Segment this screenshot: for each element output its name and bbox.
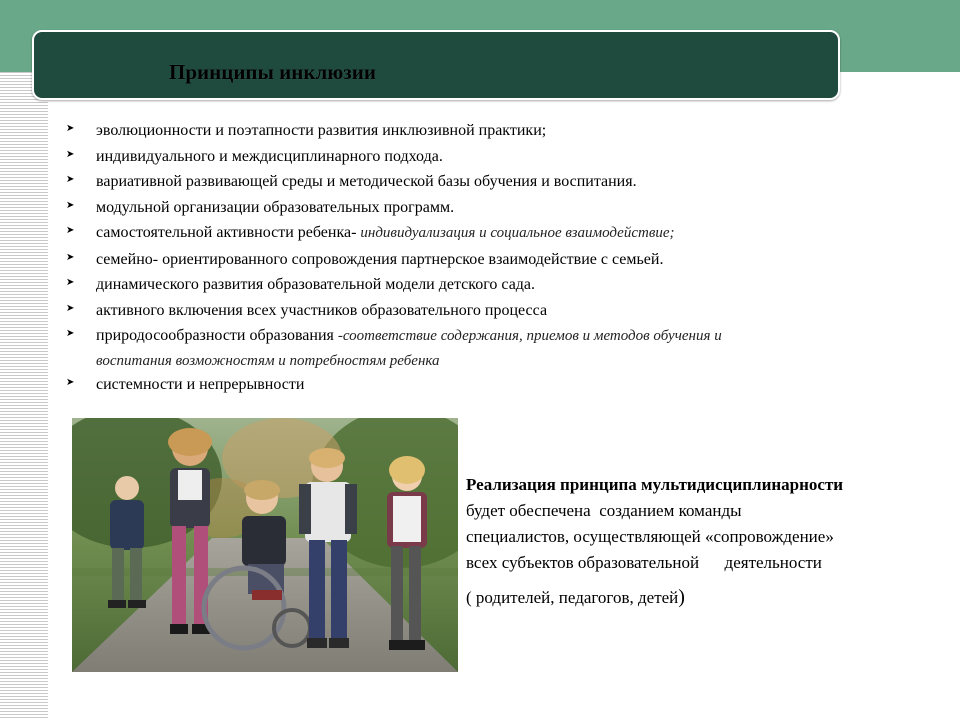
arrowhead-bullet-icon: ➤ [66,277,75,288]
implementation-last-line: ( родителей, педагогов, детей) [466,586,685,608]
list-item: ➤ природосообразности образования -соответствие содержания, приемов и методов обучения и воспитания возможностям и потребностям ребенка [62,323,922,372]
arrowhead-bullet-icon: ➤ [66,123,75,134]
implementation-line: будет обеспечена созданием команды [466,501,742,520]
left-stripe-decoration [0,72,48,720]
principle-note-continuation: воспитания возможностям и потребностям ребенка [96,352,440,369]
arrowhead-bullet-icon: ➤ [66,174,75,185]
list-item: ➤ эволюционности и поэтапности развития инклюзивной практики; [62,118,922,144]
children-walking-photo [72,418,458,672]
arrowhead-bullet-icon: ➤ [66,225,75,236]
list-item: ➤ самостоятельной активности ребенка- индивидуализация и социальное взаимодействие; [62,220,922,247]
implementation-heading: Реализация принципа мультидисциплинарности [466,475,844,494]
list-item: ➤ модульной организации образовательных программ. [62,195,922,221]
list-item: ➤ индивидуального и междисциплинарного подхода. [62,144,922,170]
arrowhead-bullet-icon: ➤ [66,376,75,388]
arrowhead-bullet-icon: ➤ [66,199,75,211]
principles-list [62,118,922,397]
principle-note: -соответствие содержания, приемов и методов обучения и [337,328,722,344]
list-item: ➤ семейно- ориентированного сопровождения партнерское взаимодействие с семьей. [62,247,922,273]
arrowhead-bullet-icon: ➤ [66,328,75,339]
arrowhead-bullet-icon: ➤ [66,302,75,314]
principle-note: индивидуализация и социальное взаимодействие; [360,225,675,241]
implementation-line: специалистов, осуществляющей «сопровождение» [466,527,834,546]
list-item: ➤ активного включения всех участников образовательного процесса [62,298,922,324]
implementation-line: всех субъектов образовательной деятельности [466,553,822,572]
arrowhead-bullet-icon: ➤ [66,251,75,263]
arrowhead-bullet-icon: ➤ [66,148,75,160]
title-banner [32,30,840,100]
list-item: ➤ вариативной развивающей среды и методической базы обучения и воспитания. [62,169,922,195]
slide-title: Принципы инклюзии [169,60,376,84]
implementation-note [466,472,946,611]
list-item: ➤ динамического развития образовательной модели детского сада. [62,272,922,298]
list-item: ➤ системности и непрерывности [62,372,922,398]
